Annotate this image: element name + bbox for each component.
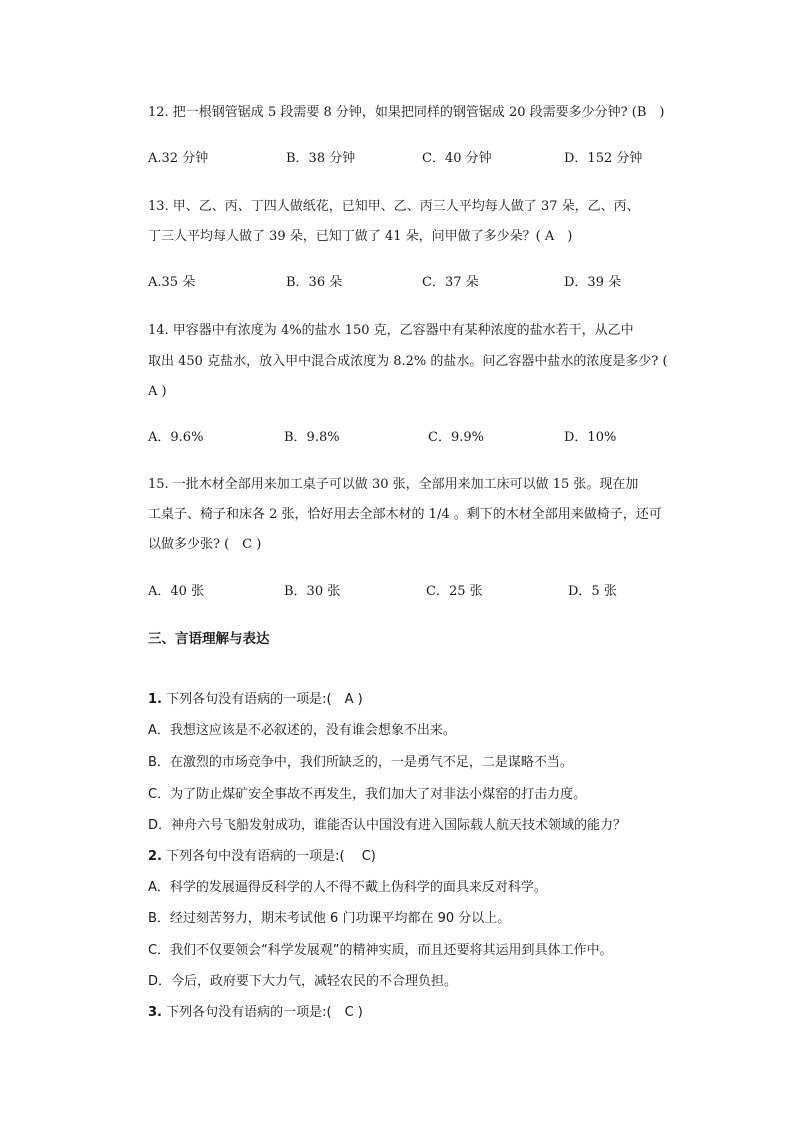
q15-stem-line1: 15. 一批木材全部用来加工桌子可以做 30 张，全部用来加工床可以做 15 张。现在加 [148,477,639,492]
q15-option-a: A．40 张 [148,584,205,599]
verbal-q1-option-c: C．为了防止煤矿安全事故不再发生，我们加大了对非法小煤窑的打击力度。 [148,787,587,802]
verbal-q1-stem [148,691,363,709]
verbal-q3-text: 下列各句没有语病的一项是:( C ) [161,1005,363,1020]
q14-option-c: C．9.9% [428,430,484,445]
q14-option-d: D．10% [564,430,617,445]
verbal-q1-option-b: B．在激烈的市场竞争中，我们所缺乏的，一是勇气不足，二是谋略不当。 [148,755,573,770]
q13-option-d: D．39 朵 [564,275,622,290]
verbal-q3-number: 3. [148,1005,162,1020]
q13-option-a: A.35 朵 [148,275,196,290]
verbal-q2-text: 下列各句中没有语病的一项是:( C) [161,849,376,864]
verbal-q2-number: 2. [148,849,162,864]
q15-option-b: B．30 张 [284,584,341,599]
verbal-q1-text: 下列各句没有语病的一项是:( A ) [161,692,363,707]
q13-option-c: C．37 朵 [422,275,479,290]
q14-stem-line2: 取出 450 克盐水，放入甲中混合成浓度为 8.2% 的盐水。问乙容器中盐水的浓度是多少? ( [148,354,668,369]
q12-option-b: B．38 分钟 [286,151,356,166]
verbal-q2-option-b: B．经过刻苦努力，期末考试他 6 门功课平均都在 90 分以上。 [148,911,511,926]
q14-option-b: B．9.8% [284,430,340,445]
q15-stem-line2: 工桌子、椅子和床各 2 张，恰好用去全部木材的 1/4 。剩下的木材全部用来做椅子，还可 [148,507,662,522]
verbal-q2-stem [148,848,376,866]
q12-option-a: A.32 分钟 [148,151,209,166]
verbal-q2-option-d: D．今后，政府要下大力气，减轻农民的不合理负担。 [148,974,458,989]
q13-stem-line1: 13. 甲、乙、丙、丁四人做纸花，已知甲、乙、丙三人平均每人做了 37 朵，乙、丙、 [148,199,640,214]
q15-option-c: C．25 张 [426,584,483,599]
verbal-q1-option-d: D．神舟六号飞船发射成功，谁能否认中国没有进入国际载人航天技术领域的能力？ [148,818,627,833]
verbal-q2-option-a: A．科学的发展逼得反科学的人不得不戴上伪科学的面具来反对科学。 [148,880,547,895]
q12-option-c: C．40 分钟 [422,151,492,166]
q13-stem-line2: 丁三人平均每人做了 39 朵，已知丁做了 41 朵，问甲做了多少朵？( A ) [148,229,573,244]
q14-option-a: A．9.6% [148,430,204,445]
q13-option-b: B．36 朵 [286,275,343,290]
verbal-q2-option-c: C．我们不仅要领会“科学发展观”的精神实质，而且还要将其运用到具体工作中。 [148,943,613,958]
q14-stem-line1: 14. 甲容器中有浓度为 4%的盐水 150 克，乙容器中有某种浓度的盐水若干，从乙中 [148,323,634,338]
verbal-q3-stem [148,1004,363,1022]
verbal-q1-number: 1. [148,692,162,707]
q12-option-d: D．152 分钟 [564,151,643,166]
section-heading: 三、言语理解与表达 [148,631,270,647]
q15-option-d: D．5 张 [568,584,617,599]
q12-stem: 12. 把一根钢管锯成 5 段需要 8 分钟，如果把同样的钢管锯成 20 段需要多少分钟? (B ) [148,105,665,120]
q15-stem-line3: 以做多少张? ( C ) [148,537,262,552]
verbal-q1-option-a: A．我想这应该是不必叙述的，没有谁会想象不出来。 [148,723,456,738]
q14-stem-line3: A ) [148,384,167,399]
